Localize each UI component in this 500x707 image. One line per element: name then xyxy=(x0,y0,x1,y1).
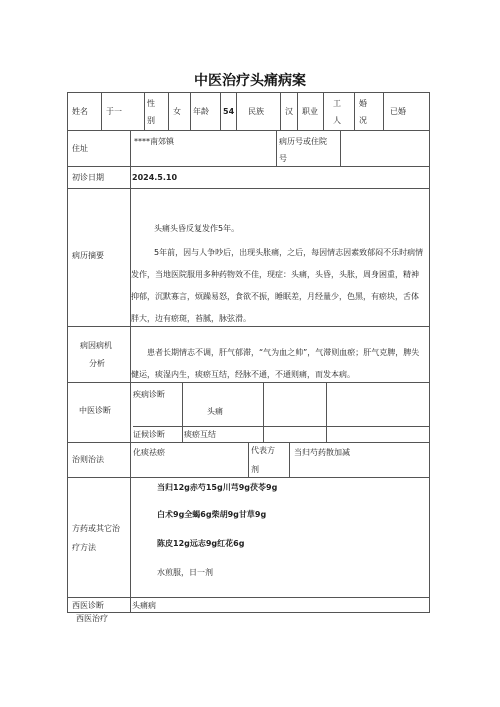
job-value: 工 xyxy=(333,99,341,108)
marital-value: 已婚 xyxy=(390,107,406,116)
western-treatment-label: 西医治疗 xyxy=(76,614,108,623)
form-line-left xyxy=(67,92,68,612)
ethnic-value: 汉 xyxy=(285,107,293,116)
record-number-label: 病历号或住院 xyxy=(279,137,327,146)
form-line xyxy=(289,442,290,477)
history-label: 病历摘要 xyxy=(72,251,104,260)
age-value: 54 xyxy=(223,107,235,116)
ethnic-label: 民族 xyxy=(248,107,264,116)
pathology-label: 分析 xyxy=(89,359,105,368)
address-value: ****南郊镇 xyxy=(134,137,174,146)
history-chief-complaint: 头痛头昏反复发作5年。 xyxy=(154,224,240,233)
job-value: 人 xyxy=(333,116,341,125)
form-line xyxy=(236,92,237,130)
form-line xyxy=(182,382,183,442)
age-label: 年龄 xyxy=(193,107,209,116)
form-line-bottom xyxy=(67,612,430,613)
name-label: 姓名 xyxy=(72,107,88,116)
formula-label: 代表方 xyxy=(251,446,275,455)
prescription-usage: 水煎服，日一剂 xyxy=(157,568,213,577)
formula-label: 剂 xyxy=(251,465,259,474)
prescription-label: 方药或其它治 xyxy=(72,524,120,533)
form-line xyxy=(67,188,430,189)
prescription-line: 当归12g赤芍15g川芎9g茯苓9g xyxy=(157,483,278,492)
western-diagnosis-value: 头痛病 xyxy=(132,601,156,610)
form-line-top xyxy=(67,92,430,93)
form-line xyxy=(67,477,430,478)
form-line xyxy=(326,382,327,442)
form-line xyxy=(280,92,281,130)
prescription-label: 疗方法 xyxy=(72,543,96,552)
form-line-right xyxy=(429,92,430,612)
treatment-principle-label: 治则治法 xyxy=(72,455,104,464)
form-line xyxy=(101,92,102,130)
form-line xyxy=(67,166,430,167)
form-line xyxy=(144,92,145,130)
gender-label: 别 xyxy=(147,116,155,125)
marital-label: 况 xyxy=(359,116,367,125)
gender-value: 女 xyxy=(173,107,181,116)
disease-diagnosis-value: 头痛 xyxy=(207,407,223,416)
form-line xyxy=(190,92,191,130)
name-value: 于一 xyxy=(106,107,122,116)
form-line xyxy=(297,92,298,130)
page-title: 中医治疗头痛病案 xyxy=(194,73,306,89)
form-line xyxy=(67,597,430,598)
marital-label: 婚 xyxy=(359,99,367,108)
syndrome-diagnosis-label: 证候诊断 xyxy=(133,430,165,439)
formula-value: 当归芍药散加减 xyxy=(294,448,350,457)
record-number-label: 号 xyxy=(279,154,287,163)
form-line xyxy=(263,382,264,442)
job-label: 职业 xyxy=(302,107,318,116)
address-label: 住址 xyxy=(72,144,88,153)
pathology-label: 病因病机 xyxy=(80,341,112,350)
form-line xyxy=(276,130,277,166)
form-line xyxy=(133,426,430,427)
history-detail: 5年前，因与人争吵后，出现头胀痛，之后，每因情志因素致郁闷不乐时病情发作，当地医院服用多种药物效不佳，现症：头痛，头昏，头胀，周身困重，精神抑郁，沉默寡言，烦躁易怒，食欲不振，睡眠差，月经量少，色黑，有瘀块，舌体胖大，边有瘀斑，苔腻，脉弦滑。 xyxy=(131,248,424,323)
disease-diagnosis-label: 疾病诊断 xyxy=(133,390,165,399)
medical-record-form xyxy=(67,92,430,612)
form-line xyxy=(340,130,341,166)
form-line xyxy=(383,92,384,130)
prescription-line: 白术9g全蝎6g柴胡9g甘草9g xyxy=(157,510,267,519)
western-diagnosis-label: 西医诊断 xyxy=(72,601,104,610)
first-visit-date-value: 2024.5.10 xyxy=(132,173,178,182)
gender-label: 性 xyxy=(147,99,155,108)
tcm-diagnosis-label: 中医诊断 xyxy=(79,406,111,415)
treatment-principle-value: 化痰祛瘀 xyxy=(133,448,165,457)
syndrome-diagnosis-value: 痰瘀互结 xyxy=(184,430,216,439)
form-line xyxy=(168,92,169,130)
form-line xyxy=(323,92,324,130)
pathology-analysis: 患者长期情志不调，肝气郁滞，“气为血之帅”，气滞则血瘀；肝气克脾，脾失健运，痰湿内生，痰瘀互结，经脉不通，不通则痛，而发本病。 xyxy=(131,348,420,379)
form-line xyxy=(67,130,430,131)
first-visit-date-label: 初诊日期 xyxy=(72,173,104,182)
form-line xyxy=(220,92,221,130)
prescription-line: 陈皮12g远志9g红花6g xyxy=(157,539,245,548)
form-line xyxy=(248,442,249,477)
form-line xyxy=(354,92,355,130)
